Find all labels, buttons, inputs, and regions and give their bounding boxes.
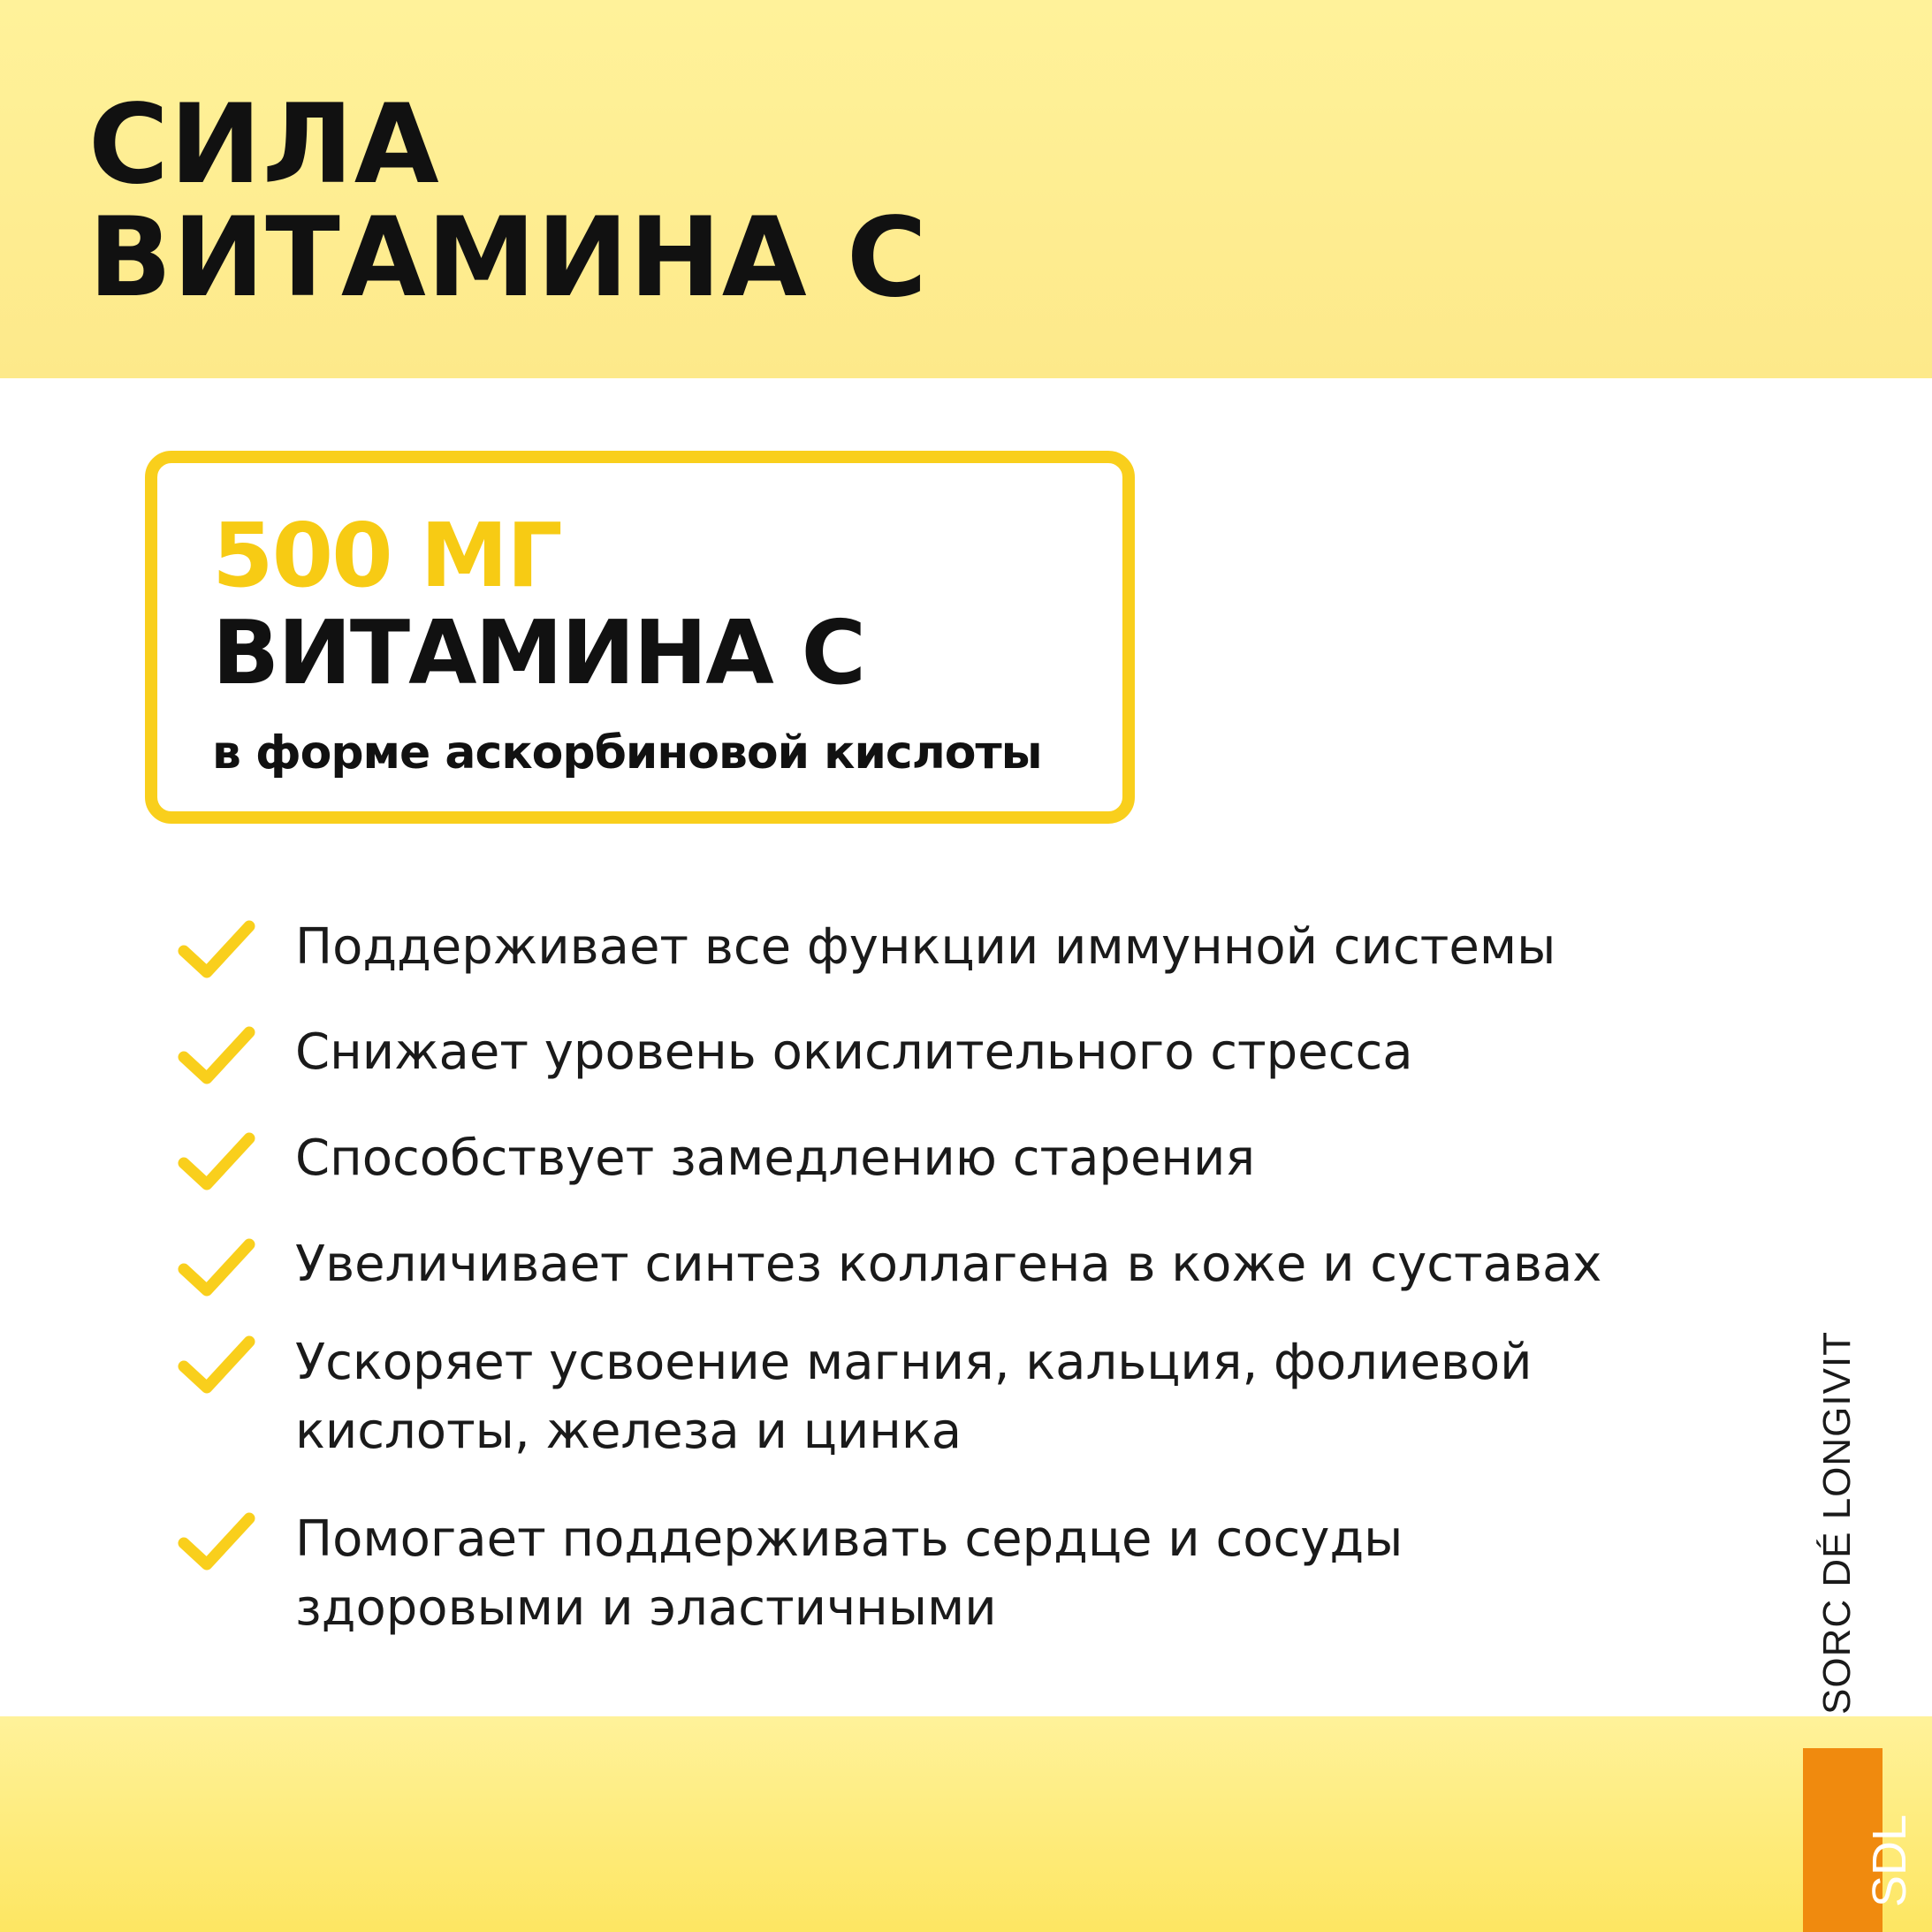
check-icon xyxy=(177,1131,256,1193)
check-icon xyxy=(177,1025,256,1087)
benefit-line: Ускоряет усвоение магния, кальция, фолиевой xyxy=(295,1334,1533,1391)
dose-amount: 500 МГ xyxy=(212,504,561,607)
benefit-line: Поддерживает все функции иммунной системы xyxy=(295,918,1556,976)
benefit-line: здоровыми и эластичными xyxy=(295,1579,997,1637)
benefit-text xyxy=(295,1018,1904,1087)
benefit-text xyxy=(295,1505,1904,1643)
page-title-line-2: ВИТАМИНА С xyxy=(88,194,928,322)
check-icon xyxy=(177,1237,256,1299)
benefit-text xyxy=(295,913,1904,982)
dose-name: ВИТАМИНА С xyxy=(212,601,865,704)
benefit-line: кислоты, железа и цинка xyxy=(295,1403,962,1460)
check-icon xyxy=(177,1335,256,1396)
benefit-line: Помогает поддерживать сердце и сосуды xyxy=(295,1510,1403,1568)
check-icon xyxy=(177,1511,256,1573)
benefit-text xyxy=(295,1230,1904,1299)
brand-name: SORC DÉ LONGIVIT xyxy=(1815,1330,1859,1715)
benefit-line: Снижает уровень окислительного стресса xyxy=(295,1023,1413,1081)
footer-band xyxy=(0,1716,1932,1932)
benefit-text xyxy=(295,1124,1904,1193)
brand-badge-label: SDL xyxy=(1863,1814,1916,1907)
benefit-text xyxy=(295,1328,1904,1466)
benefit-line: Способствует замедлению старения xyxy=(295,1130,1256,1187)
benefit-line: Увеличивает синтез коллагена в коже и суставах xyxy=(295,1236,1602,1293)
dose-form: в форме аскорбиновой кислоты xyxy=(212,726,1042,780)
page-title-line-1: СИЛА xyxy=(88,81,440,209)
check-icon xyxy=(177,919,256,981)
